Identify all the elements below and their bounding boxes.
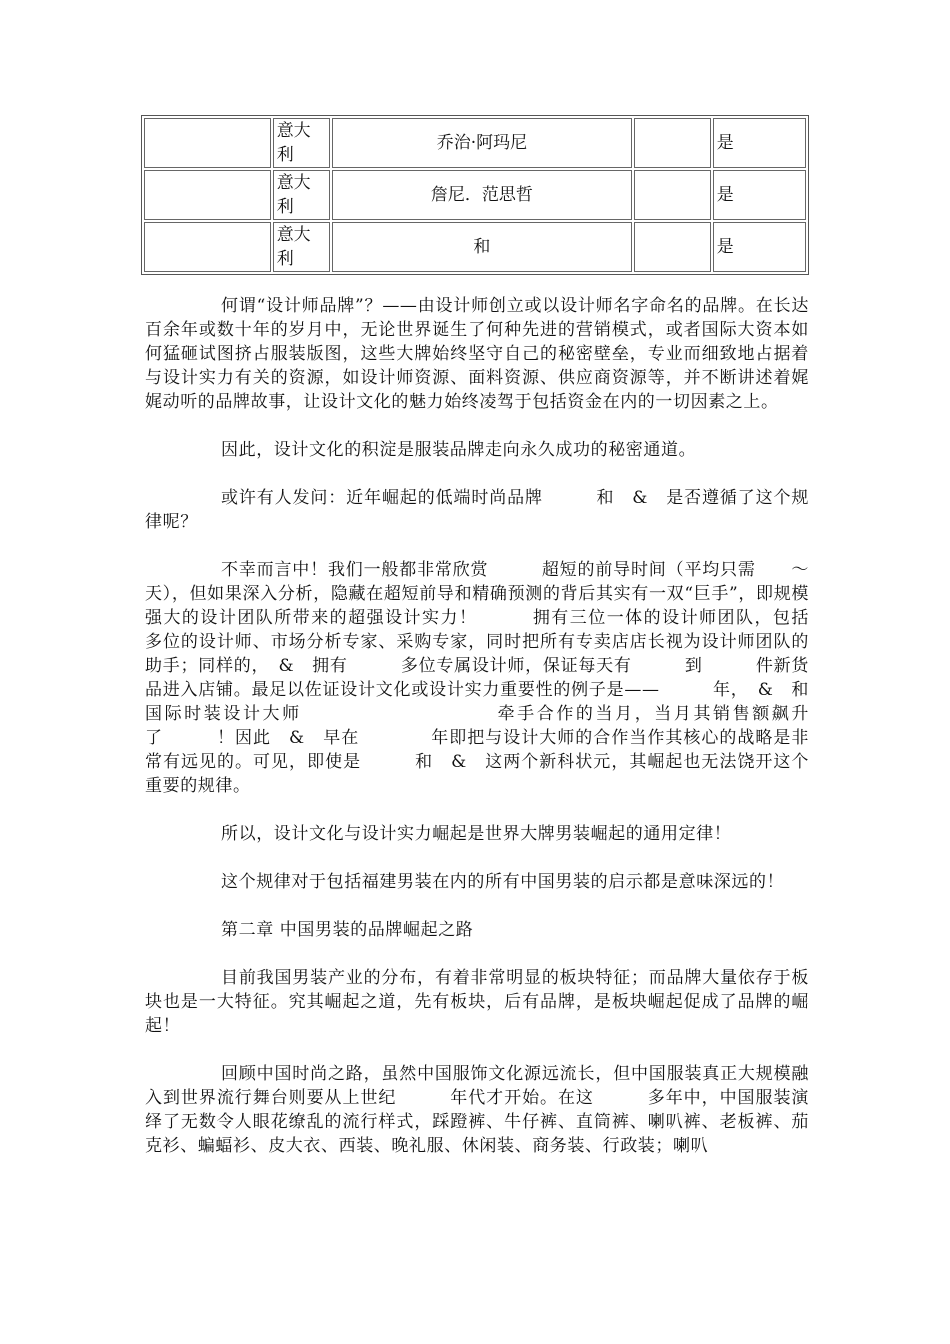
paragraph-rule: 所以，设计文化与设计实力崛起是世界大牌男装崛起的通用定律！ bbox=[221, 824, 732, 844]
table-row bbox=[144, 118, 806, 168]
table-cell bbox=[634, 222, 711, 272]
table-cell bbox=[634, 170, 711, 220]
table-cell bbox=[634, 118, 711, 168]
answer-cell: 是 bbox=[713, 222, 806, 272]
chapter-heading: 第二章 中国男装的品牌崛起之路 bbox=[221, 920, 474, 940]
paragraph-designer-brand: 何谓“设计师品牌”？——由设计师创立或以设计师名字命名的品牌。在长达百余年或数十年的岁月中，无论世界诞生了何种先进的营销模式，或者国际大资本如何猛砸试图挤占服装版图，这些大牌始终坚守自己的秘密壁垒，专业而细致地占据着与设计实力有关的资源，如设计师资源、面料资源、供应商资源等，并不断讲述着娓娓动听的品牌故事，让设计文化的魅力始终凌驾于包括资金在内的一切因素之上。 bbox=[145, 296, 809, 412]
answer-cell: 是 bbox=[713, 118, 806, 168]
table-cell bbox=[144, 222, 271, 272]
designer-cell: 乔治·阿玛尼 bbox=[332, 118, 631, 168]
paragraph-question: 或许有人发问：近年崛起的低端时尚品牌 和 & 是否遵循了这个规律呢？ bbox=[145, 488, 809, 532]
answer-cell: 是 bbox=[713, 170, 806, 220]
table-row bbox=[144, 222, 806, 272]
paragraph-implication: 这个规律对于包括福建男装在内的所有中国男装的启示都是意味深远的！ bbox=[221, 872, 785, 892]
paragraph-history: 回顾中国时尚之路，虽然中国服饰文化源远流长，但中国服装真正大规模融入到世界流行舞台则要从上世纪 年代才开始。在这 多年中，中国服装演绎了无数令人眼花缭乱的流行样式，踩蹬裤、牛仔裤、直筒裤、喇叭裤、老板裤、茄克衫、蝙蝠衫、皮大衣、西装、晚礼服、休闲装、商务装、行政装；喇叭 bbox=[145, 1064, 809, 1156]
country-cell: 意大利 bbox=[273, 222, 331, 272]
country-cell: 意大利 bbox=[273, 170, 331, 220]
article-body bbox=[145, 294, 862, 1182]
table-cell bbox=[144, 118, 271, 168]
table-row bbox=[144, 170, 806, 220]
table-cell bbox=[144, 170, 271, 220]
designer-brand-table bbox=[141, 115, 809, 275]
designer-cell: 和 bbox=[332, 222, 631, 272]
paragraph-conclusion: 因此，设计文化的积淀是服装品牌走向永久成功的秘密通道。 bbox=[221, 440, 697, 460]
designer-cell: 詹尼．范思哲 bbox=[332, 170, 631, 220]
paragraph-analysis: 不幸而言中！我们一般都非常欣赏 超短的前导时间（平均只需 ～ 天），但如果深入分析，隐藏在超短前导和精确预测的背后其实有一双“巨手”，即规模强大的设计团队所带来的超强设计实力！ 拥有三位一体的设计师团队，包括 多位的设计师、市场分析专家、采购专家，同时把所有专卖店店长视为设计师团队的助手；同样的， & 拥有 多位专属设计师，保证每天有 到 件新货品进入店铺。最足以佐证设计文化或设计实力重要性的例子是—— 年， & 和国际时装设计大师 牵手合作的当月，当月其销售额飙升了 ！因此 & 早在 年即把与设计大师的合作当作其核心的战略是非常有远见的。可见，即使是 和 & 这两个新科状元，其崛起也无法饶开这个重要的规律。 bbox=[145, 560, 862, 796]
paragraph-industry: 目前我国男装产业的分布，有着非常明显的板块特征；而品牌大量依存于板块也是一大特征。究其崛起之道，先有板块，后有品牌，是板块崛起促成了品牌的崛起！ bbox=[145, 968, 809, 1036]
country-cell: 意大利 bbox=[273, 118, 331, 168]
